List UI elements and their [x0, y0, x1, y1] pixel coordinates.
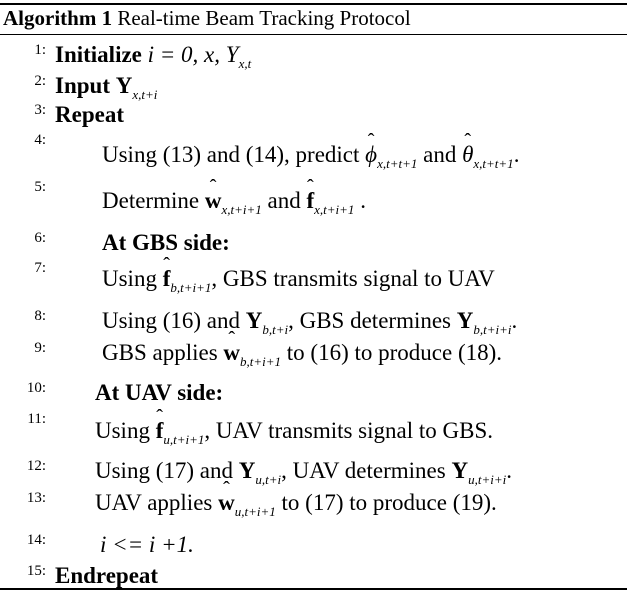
line-number: 10: [26, 380, 46, 396]
algorithm-caption [3, 6, 411, 31]
algo-line-8 [0, 308, 627, 344]
line-body [100, 532, 194, 558]
line-body [55, 42, 252, 71]
line-body [95, 490, 497, 519]
math-subscript: u,t+i+i [468, 472, 507, 487]
math-subscript: u,t+i [255, 472, 282, 487]
math-subscript: b,t+i+1 [170, 280, 212, 295]
math-subscript: b,t+i [262, 322, 289, 337]
math-subscript: x,t+t+1 [377, 156, 418, 171]
algo-line-5 [0, 179, 627, 224]
line-number: 14: [26, 532, 46, 548]
line-text: Using [95, 418, 150, 443]
line-number: 5: [34, 179, 46, 195]
line-body [102, 340, 503, 369]
keyword-initialize: Initialize [55, 42, 142, 67]
line-text: Using (16) and [102, 308, 240, 333]
line-text: . [511, 308, 518, 333]
line-body [55, 73, 158, 102]
line-number: 3: [34, 102, 46, 118]
header-rule [0, 34, 627, 35]
w-hat: ˆ w [205, 188, 222, 214]
line-body [95, 380, 223, 406]
math-matrix: Y [115, 73, 133, 98]
line-text: Using (17) and [95, 458, 233, 483]
math-subscript: x,t+i [132, 87, 158, 102]
line-body [95, 418, 494, 447]
math-subscript: x,t+t+1 [473, 156, 514, 171]
algo-line-4 [0, 132, 627, 178]
math-subscript: x,t [238, 56, 252, 71]
line-number: 8: [34, 308, 46, 324]
math-expr: i <= i +1. [100, 532, 194, 557]
math-subscript: u,t+i+1 [234, 504, 276, 519]
top-rule [0, 3, 627, 5]
line-body [95, 458, 512, 487]
line-text: , GBS determines [288, 308, 452, 333]
line-number: 7: [34, 260, 46, 276]
algo-line-6 [0, 230, 627, 266]
line-text: to (17) to produce (19). [281, 490, 497, 515]
math-subscript: b,t+i+i [473, 322, 512, 337]
line-text: , UAV determines [281, 458, 446, 483]
algo-line-9 [0, 340, 627, 376]
line-number: 4: [34, 132, 46, 148]
bottom-rule [0, 588, 627, 590]
algo-line-3 [0, 102, 627, 138]
line-number: 1: [34, 42, 46, 58]
math-matrix: Y [238, 458, 256, 483]
line-number: 6: [34, 230, 46, 246]
line-text: to (16) to produce (18). [286, 340, 503, 365]
line-text: . [513, 142, 520, 167]
line-body [102, 308, 518, 337]
w-hat: ˆ w [223, 340, 240, 366]
line-text: , GBS transmits signal to UAV [211, 266, 495, 291]
keyword-at-gbs-side: At GBS side: [102, 230, 230, 255]
caption-label: Algorithm 1 [3, 6, 113, 30]
phi-hat: ˆ ϕ [365, 142, 377, 168]
algo-line-15 [0, 563, 627, 599]
line-body [102, 142, 520, 171]
math-matrix: Y [451, 458, 469, 483]
line-text: and [267, 188, 301, 213]
algo-line-13 [0, 490, 627, 526]
math-subscript: x,t+i+1 [221, 202, 262, 217]
theta-hat: ˆ θ [462, 142, 473, 168]
line-body [102, 266, 495, 295]
math-subscript: x,t+i+1 [314, 202, 355, 217]
line-number: 12: [26, 458, 46, 474]
line-number: 11: [27, 411, 46, 427]
math-subscript: b,t+i+1 [240, 354, 282, 369]
f-hat: ˆ f [163, 266, 171, 292]
algo-line-10 [0, 380, 627, 416]
line-number: 15: [26, 563, 46, 579]
line-text: and [423, 142, 457, 167]
line-body [102, 188, 366, 217]
math-matrix: Y [456, 308, 474, 333]
line-text: . [360, 188, 366, 213]
line-number: 2: [34, 73, 46, 89]
line-body [55, 102, 124, 128]
keyword-endrepeat: Endrepeat [55, 563, 159, 588]
line-text: Using (13) and (14), predict [102, 142, 360, 167]
algo-line-7 [0, 260, 627, 302]
math-matrix: Y [245, 308, 263, 333]
math-subscript: u,t+i+1 [163, 432, 205, 447]
line-text: UAV applies [95, 490, 213, 515]
line-number: 9: [34, 340, 46, 356]
keyword-at-uav-side: At UAV side: [95, 380, 224, 405]
line-text: GBS applies [102, 340, 218, 365]
line-text: Determine [102, 188, 200, 213]
line-number: 13: [26, 490, 46, 506]
f-hat: ˆ f [306, 188, 314, 214]
line-text: . [506, 458, 512, 483]
keyword-input: Input [55, 73, 110, 98]
algo-line-11 [0, 411, 627, 454]
w-hat: ˆ w [218, 490, 235, 516]
math-expr: i = 0, x, Y [147, 42, 239, 67]
f-hat: ˆ f [156, 418, 164, 444]
caption-title: Real-time Beam Tracking Protocol [117, 6, 411, 30]
keyword-repeat: Repeat [55, 102, 124, 127]
line-text: Using [102, 266, 157, 291]
line-text: , UAV transmits signal to GBS. [204, 418, 494, 443]
line-body [55, 563, 158, 589]
algo-line-12 [0, 458, 627, 494]
